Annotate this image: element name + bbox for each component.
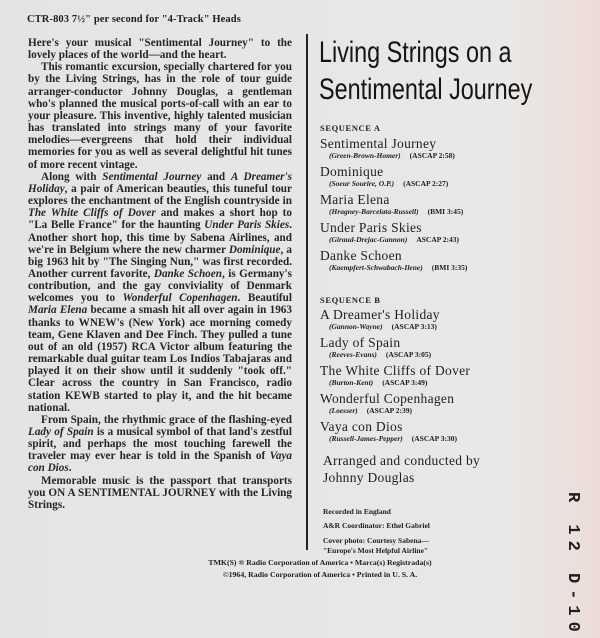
cover-credit [323,536,429,555]
recorded-credit: Recorded in England [323,507,391,516]
liner-paragraph: Here's your musical "Sentimental Journey" to the lovely places of the world—and the heart. [28,37,292,62]
inventory-stamp: R 12 D-10 [563,492,582,638]
column-divider [306,34,308,550]
track-license-duration: (ASCAP 2:39) [366,406,412,415]
track-title: Vaya con Dios [320,419,403,434]
track-item [320,164,448,188]
track-title: A Dreamer's Holiday [320,307,440,322]
track-title: Lady of Spain [320,335,401,350]
track-credits [329,406,454,415]
track-item [320,363,470,387]
copyright-footer [0,557,600,581]
trademark-line: TMK(S) ® Radio Corporation of America • Marca(s) Registrada(s) [208,558,432,567]
track-writers: (Soeur Sourire, O.P.) [329,179,395,188]
track-writers: (Green-Brown-Homer) [329,151,401,160]
track-writers: (Kaempfert-Schwabach-Ilene) [329,263,423,272]
track-item [320,307,440,331]
track-title: Sentimental Journey [320,136,437,151]
track-license-duration: (BMI 3:35) [431,263,468,272]
track-title: Danke Schoen [320,248,402,263]
track-credits [329,434,457,443]
arranger-credit [323,452,480,486]
ar-credit: A&R Coordinator: Ethel Gabriel [323,521,430,530]
track-credits [329,263,467,272]
track-title: Wonderful Copenhagen [320,391,455,406]
track-license-duration: (ASCAP 3:49) [382,378,428,387]
track-item [320,335,431,359]
album-title-line: Living Strings on a [319,36,512,69]
track-item [320,192,463,216]
track-credits [329,207,463,216]
track-writers: (Hragney-Barcelata-Russell) [329,207,419,216]
track-item [320,136,455,160]
cover-credit-line: "Europe's Most Helpful Airline" [323,545,429,555]
track-credits [329,350,431,359]
liner-paragraph: Memorable music is the passport that transports you ON A SENTIMENTAL JOURNEY with the Living Strings. [28,474,292,511]
copyright-line: ©1964, Radio Corporation of America • Printed in U. S. A. [222,570,418,579]
catalog-header: CTR-803 7½" per second for "4-Track" Heads [27,14,241,25]
arranger-label: Arranged and conducted by [323,453,481,468]
arranger-name: Johnny Douglas [323,470,415,485]
sequence-b-label: SEQUENCE B [320,295,381,305]
track-license-duration: (BMI 3:45) [427,207,464,216]
liner-notes [28,37,292,511]
liner-paragraph: From Spain, the rhythmic grace of the flashing-eyed Lady of Spain is a musical symbol of that land's zestful spirit, and perhaps the most touching farewell the traveler may ever hear is told in the Spanish of Vaya con Dios. [28,413,292,475]
track-writers: (Reeves-Evans) [329,350,377,359]
track-item [320,220,459,244]
album-title-line: Sentimental Journey [319,73,533,106]
track-title: The White Cliffs of Dover [320,363,471,378]
track-credits [329,322,440,331]
track-title: Dominique [320,164,384,179]
track-item [320,419,457,443]
track-credits [329,235,459,244]
track-item [320,248,467,272]
track-title: Under Paris Skies [320,220,422,235]
track-license-duration: ASCAP 2:43) [416,235,460,244]
track-license-duration: (ASCAP 3:13) [391,322,437,331]
liner-paragraph: This romantic excursion, specially chartered for you by the Living Strings, has in the role of tour guide arranger-conductor Johnny Douglas, a gentleman who's planned the musical ports-of-call with an ear to your pleasure. This inventive, highly talented musician has translated into strings many of your favorite melodies—evergreens that hold their individual memories for you as well as several delightful hit tunes of more recent vintage. [28,61,292,171]
track-writers: (Giraud-Drejac-Gannon) [329,235,408,244]
track-license-duration: (ASCAP 3:30) [411,434,457,443]
track-license-duration: (ASCAP 2:58) [409,151,455,160]
track-writers: (Russell-James-Pepper) [329,434,403,443]
track-license-duration: (ASCAP 3:05) [385,350,432,359]
track-writers: (Burton-Kent) [329,378,374,387]
track-writers: (Loesser) [329,406,358,415]
sequence-a-label: SEQUENCE A [320,123,381,133]
liner-paragraph: Along with Sentimental Journey and A Dreamer's Holiday, a pair of American beauties, this tuneful tour explores the enchantment of the English countryside in The White Cliffs of Dover and makes a short hop to "La Belle France" for the haunting Under Paris Skies. Another short hop, this time by Sabena Airlines, and we're in Belgium where the new charmer Dominique, a big 1963 hit by "The Singing Nun," was first recorded. Another current favorite, Danke Schoen, is Germany's contribution, and the gay conviviality of Denmark welcomes you to Wonderful Copenhagen. Beautiful Maria Elena became a smash hit all over again in 1963 thanks to WNEW's (New York) ace morning comedy team, Gene Klaven and Dee Finch. They pulled a tune out of an old (1957) RCA Victor album featuring the remarkable dual guitar team Los Indios Tabajaras and played it on their show until it suddenly "took off." Clear across the country in San Francisco, radio station KEWB started to play it, and the hit became national. [28,170,293,414]
track-item [320,391,454,415]
track-credits [329,151,455,160]
cover-credit-line: Cover photo: Courtesy Sabena— [323,536,429,545]
track-title: Maria Elena [320,192,390,207]
track-writers: (Gannon-Wayne) [329,322,383,331]
track-credits [329,378,470,387]
track-license-duration: (ASCAP 2:27) [403,179,449,188]
album-title [319,34,532,108]
track-credits [329,179,448,188]
